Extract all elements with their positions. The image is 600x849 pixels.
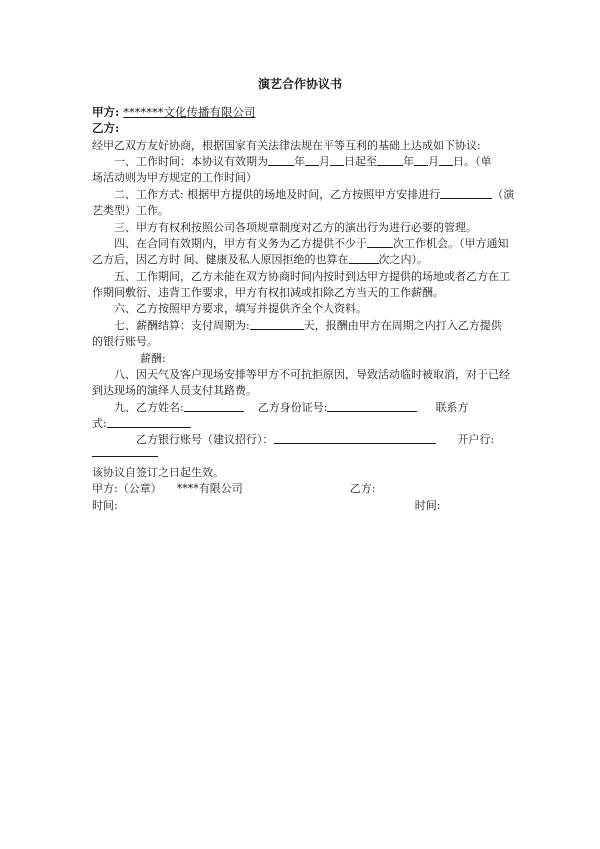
- clause-1-day-end: 日。（单: [453, 155, 492, 168]
- party-a-label: 甲方:: [92, 106, 120, 119]
- blank-bank-open[interactable]: [92, 446, 158, 457]
- clause-3: 三、甲方有权利按照公司各项规章制度对乙方的演出行为进行必要的管理。: [114, 221, 477, 234]
- blank-bank-account[interactable]: [274, 433, 436, 444]
- clause-4: [92, 237, 522, 250]
- clause-5: 五、工作期间，乙方未能在双方协商时间内按时到达甲方提供的场地或者乙方在工: [114, 270, 510, 283]
- clause-2-text: 二、工作方式: 根据甲方提供的场地及时间，乙方按照甲方安排进行: [114, 188, 441, 201]
- clause-4-tail: 次工作机会。（甲方通知: [393, 237, 509, 250]
- intro-text: 经甲乙双方友好协商，根据国家有关法律法规在平等互利的基础上达成如下协议:: [92, 139, 481, 152]
- clause-7-tail: 天，报酬由甲方在周期之内打入乙方提供: [303, 319, 502, 332]
- contact-line: [92, 417, 522, 430]
- blank-counted-jobs[interactable]: [349, 253, 379, 264]
- clause-5-line2: 作期间敷衍、违背工作要求，甲方有权扣减或扣除乙方当天的工作薪酬。: [92, 286, 444, 299]
- clause-2-line2: 艺类型）工作。: [92, 204, 169, 217]
- party-a-name: *******文化传播有限公司: [123, 106, 256, 119]
- contact-label-2: 式:: [92, 417, 107, 430]
- clause-9-id-label: 乙方身份证号:: [257, 401, 328, 414]
- blank-month-end[interactable]: [414, 155, 428, 166]
- bank-line: [92, 433, 522, 446]
- blank-contact[interactable]: [107, 417, 191, 428]
- clause-1-line2: 场活动则为甲方规定的工作时间）: [92, 171, 257, 184]
- party-b-label: 乙方:: [92, 122, 120, 135]
- sign-a-company: ****有限公司: [176, 482, 243, 495]
- clause-4-text: 四、在合同有效期内，甲方有义务为乙方提供不少于: [114, 237, 367, 250]
- clause-1-month-end: 月: [428, 155, 439, 168]
- clause-1-text: 一、工作时间：本协议有效期为: [114, 155, 268, 168]
- clause-2-tail: （演: [492, 188, 515, 201]
- clause-1-from: 日起至: [344, 155, 377, 168]
- document-title: 演艺合作协议书: [257, 77, 342, 91]
- clause-7: [92, 319, 522, 332]
- clause-2: [92, 188, 522, 201]
- sign-b-label: 乙方:: [349, 482, 376, 495]
- blank-day-start[interactable]: [330, 155, 344, 166]
- clause-8: 八、因天气及客户现场安排等甲方不可抗拒原因，导致活动临时被取消，对于已经: [114, 368, 510, 381]
- blank-month-start[interactable]: [305, 155, 319, 166]
- clause-4-line2-text: 乙方后，因乙方时 间、健康及私人原因拒绝的也算在: [92, 253, 349, 266]
- clause-7-text: 七、薪酬结算：支付周期为:: [114, 319, 250, 332]
- blank-min-jobs[interactable]: [367, 237, 393, 248]
- blank-year-start[interactable]: [268, 155, 294, 166]
- blank-performance-type[interactable]: [440, 188, 492, 199]
- party-a-line: [92, 106, 522, 119]
- clause-4-line2: [92, 253, 522, 266]
- salary-label: 薪酬:: [140, 352, 166, 365]
- clause-6: 六、乙方按照甲方要求，填写并提供齐全个人资料。: [114, 302, 367, 315]
- sign-a-label: 甲方:（公章）: [92, 482, 162, 495]
- blank-year-end[interactable]: [377, 155, 403, 166]
- clause-8-line2: 到达现场的演绎人员支付其路费。: [92, 384, 257, 397]
- blank-party-b-name[interactable]: [184, 401, 244, 412]
- clause-9-name-label: 九、乙方姓名:: [114, 401, 184, 414]
- effective-text: 该协议自签订之日起生效。: [92, 466, 224, 479]
- clause-9: [92, 401, 522, 414]
- clause-1-month: 月: [319, 155, 330, 168]
- blank-day-end[interactable]: [439, 155, 453, 166]
- time-b-label: 时间:: [414, 499, 441, 512]
- bank-open-label: 开户行:: [457, 433, 495, 446]
- blank-pay-cycle[interactable]: [250, 319, 304, 330]
- time-line: [92, 499, 522, 512]
- clause-4-line2-tail: 次之内）。: [378, 253, 428, 266]
- bank-open-line: [92, 446, 522, 459]
- clause-1-year: 年: [294, 155, 305, 168]
- clause-7-line2: 的银行账号。: [92, 335, 158, 348]
- clause-1-year-end: 年: [403, 155, 414, 168]
- time-a-label: 时间:: [92, 499, 118, 512]
- clause-9-contact-label: 联系方: [435, 401, 469, 414]
- blank-party-b-id[interactable]: [327, 401, 417, 412]
- signature-line: [92, 482, 522, 495]
- clause-1: [92, 155, 522, 168]
- bank-account-label: 乙方银行账号（建议招行）：: [136, 433, 274, 446]
